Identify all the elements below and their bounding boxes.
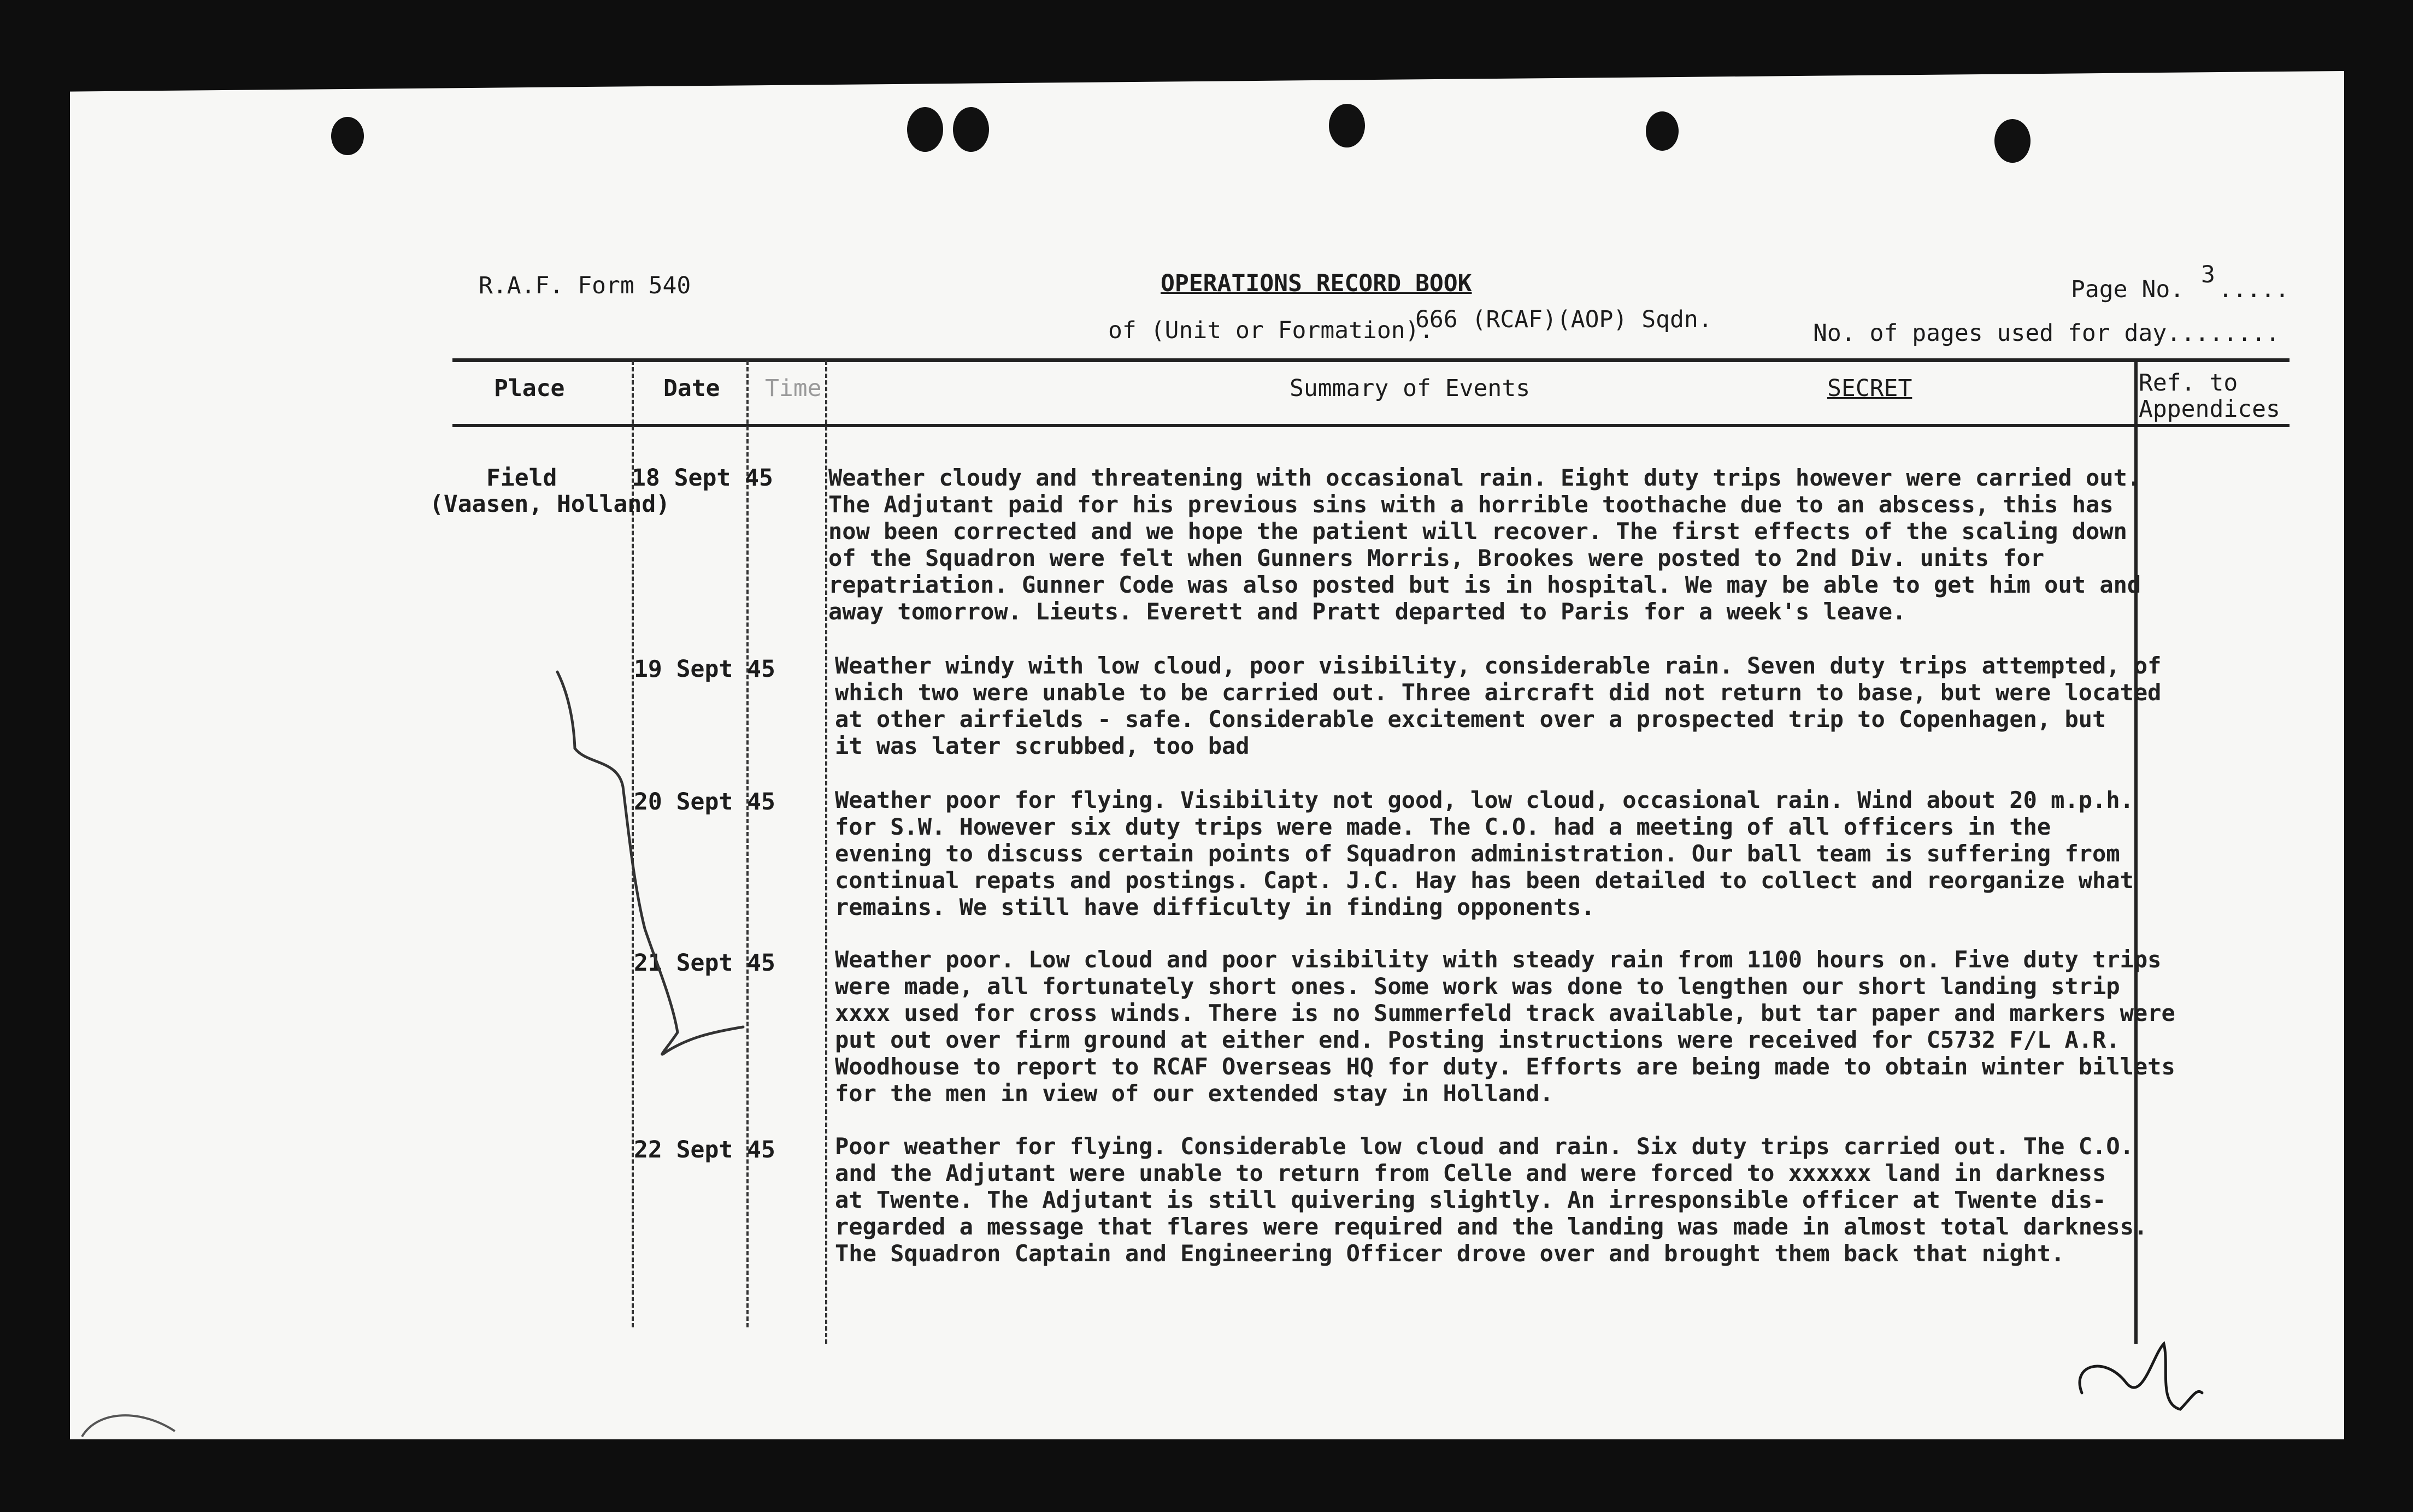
- summary-header: Summary of Events: [1290, 375, 1531, 402]
- summary-line: continual repats and postings. Capt. J.C. Hay has been detailed to collect and reorganize what: [835, 867, 2134, 894]
- summary-line: regarded a message that flares were required and the landing was made in almost total darkness.: [835, 1213, 2148, 1240]
- summary-line: repatriation. Gunner Code was also posted but is in hospital. We may be able to get him out and: [828, 571, 2141, 598]
- entry-date: 18 Sept 45: [632, 464, 773, 492]
- punch-hole: [953, 107, 989, 152]
- entry-date: 20 Sept 45: [634, 788, 775, 816]
- entry-date: 22 Sept 45: [634, 1136, 775, 1163]
- summary-line: for S.W. However six duty trips were made. The C.O. had a meeting of all officers in the: [835, 813, 2051, 840]
- entry-summary: [835, 946, 2175, 1107]
- table-top-rule: [452, 358, 2290, 362]
- book-title: OPERATIONS RECORD BOOK: [1161, 270, 1472, 297]
- summary-line: were made, all fortunately short ones. Some work was done to lengthen our short landing strip: [835, 973, 2120, 1000]
- entry-summary: [835, 652, 2161, 759]
- summary-line: The Adjutant paid for his previous sins with a horrible toothache due to an abscess, this has: [828, 491, 2114, 518]
- summary-line: Poor weather for flying. Considerable low cloud and rain. Six duty trips carried out. The C.O.: [835, 1133, 2134, 1160]
- entry-date: 21 Sept 45: [634, 949, 775, 977]
- form-number: R.A.F. Form 540: [479, 272, 691, 299]
- summary-line: remains. We still have difficulty in finding opponents.: [835, 894, 1595, 920]
- summary-line: which two were unable to be carried out. Three aircraft did not return to base, but were located: [835, 679, 2162, 706]
- summary-line: at other airfields - safe. Considerable excitement over a prospected trip to Copenhagen, but: [835, 706, 2106, 733]
- summary-line: evening to discuss certain points of Squadron administration. Our ball team is suffering from: [835, 840, 2120, 867]
- summary-line: for the men in view of our extended stay in Holland.: [835, 1080, 1553, 1107]
- summary-line: Weather cloudy and threatening with occasional rain. Eight duty trips however were carried out.: [828, 464, 2141, 491]
- summary-line: Weather poor for flying. Visibility not good, low cloud, occasional rain. Wind about 20 m.p.h.: [835, 787, 2134, 813]
- entry-summary: [828, 464, 2141, 625]
- summary-line: of the Squadron were felt when Gunners Morris, Brookes were posted to 2nd Div. units for: [828, 545, 2045, 571]
- ref-header-line2: Appendices: [2139, 395, 2280, 423]
- entry-summary: [835, 787, 2134, 920]
- summary-line: it was later scrubbed, too bad: [835, 733, 1250, 759]
- date-header: Date: [663, 375, 720, 402]
- summary-line: Woodhouse to report to RCAF Overseas HQ for duty. Efforts are being made to obtain winter billets: [835, 1053, 2175, 1080]
- time-summary-divider: [825, 361, 827, 1344]
- table-header-rule: [452, 424, 2290, 427]
- summary-line: Weather poor. Low cloud and poor visibility with steady rain from 1100 hours on. Five duty trips: [835, 946, 2162, 973]
- punch-hole: [1994, 119, 2031, 163]
- summary-line: away tomorrow. Lieuts. Everett and Pratt departed to Paris for a week's leave.: [828, 598, 1906, 625]
- ref-header-line1: Ref. to: [2139, 369, 2238, 397]
- page-number-label: Page No.: [2071, 276, 2185, 303]
- entry-date: 19 Sept 45: [634, 655, 775, 683]
- unit-value: 666 (RCAF)(AOP) Sqdn.: [1415, 306, 1712, 333]
- handwritten-line-icon: [535, 655, 765, 1071]
- punch-hole: [907, 107, 943, 152]
- corner-mark-icon: [76, 1409, 186, 1442]
- pages-used-label: No. of pages used for day........: [1813, 320, 2280, 347]
- summary-line: now been corrected and we hope the patient will recover. The first effects of the scaling down: [828, 518, 2127, 545]
- summary-line: Weather windy with low cloud, poor visibility, considerable rain. Seven duty trips attempted, of: [835, 652, 2162, 679]
- summary-line: and the Adjutant were unable to return from Celle and were forced to xxxxxx land in darkness: [835, 1160, 2106, 1186]
- entry-summary: [835, 1133, 2147, 1267]
- summary-line: The Squadron Captain and Engineering Officer drove over and brought them back that night.: [835, 1240, 2065, 1267]
- place-location: (Vaasen, Holland): [429, 491, 670, 518]
- summary-line: at Twente. The Adjutant is still quivering slightly. An irresponsible officer at Twente dis-: [835, 1186, 2106, 1213]
- summary-line: xxxx used for cross winds. There is no Summerfeld track available, but tar paper and markers were: [835, 1000, 2175, 1026]
- page-number-dots: .....: [2218, 276, 2290, 303]
- unit-label: of (Unit or Formation).: [1108, 317, 1434, 344]
- secret-header: SECRET: [1827, 375, 1912, 402]
- punch-hole: [331, 117, 364, 155]
- punch-hole: [1329, 104, 1365, 147]
- punch-hole: [1646, 111, 1679, 151]
- summary-line: put out over firm ground at either end. Posting instructions were received for C5732 F/L A.R.: [835, 1026, 2120, 1053]
- signature-initials-icon: [2060, 1333, 2213, 1420]
- time-header: Time: [765, 375, 822, 402]
- place-value: Field: [486, 464, 557, 492]
- place-header: Place: [494, 375, 565, 402]
- page-number-value: 3: [2201, 261, 2215, 288]
